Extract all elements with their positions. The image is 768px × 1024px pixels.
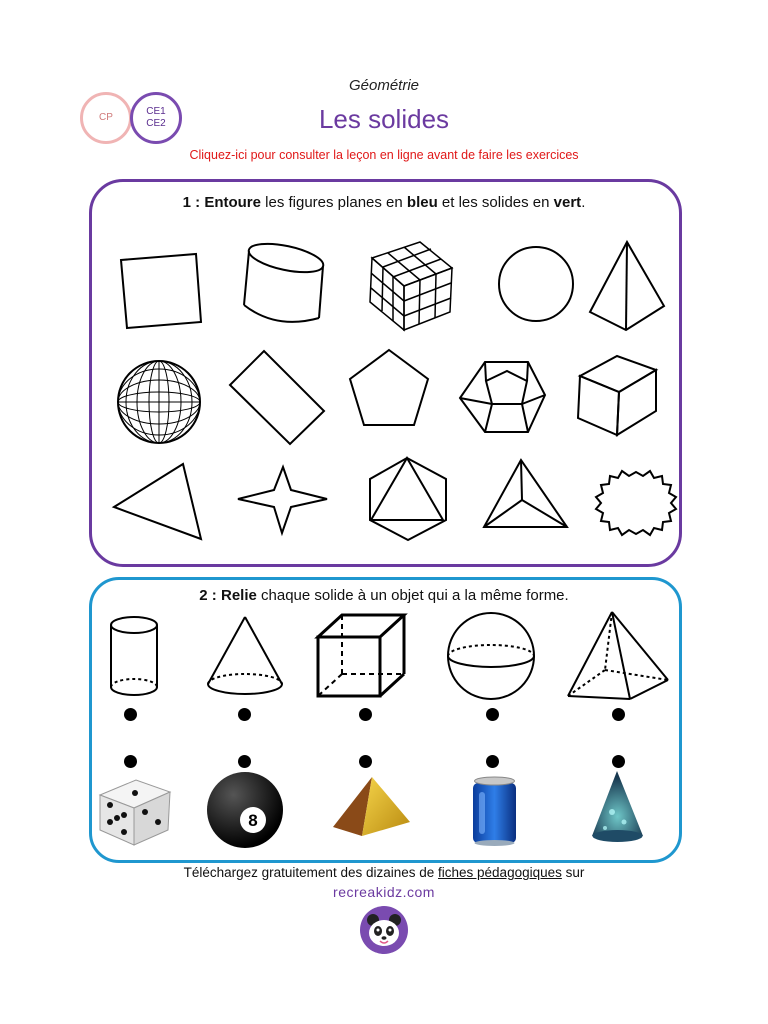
party-hat-object[interactable] [592,771,643,842]
exercise2-text: chaque solide à un objet qui a la même forme. [256,587,569,604]
panda-logo-icon [359,905,409,955]
exercise1-color-blue: bleu [406,194,438,211]
footer-text-before: Téléchargez gratuitement des dizaines de [183,865,439,880]
footer-link[interactable]: fiches pédagogiques [438,865,562,880]
subject-label: Géométrie [348,77,420,94]
soda-can-object[interactable] [473,777,516,846]
ball-number: 8 [248,811,258,830]
footer-text-after: sur [561,865,585,880]
exercise1-text-a: les figures planes en [260,194,407,211]
exercise1-text-b: et les solides en [437,194,554,211]
dice-object[interactable] [100,780,170,845]
page-title: Les solides [318,104,450,134]
exercise1-color-green: vert [553,194,582,211]
exercise2-number: 2 : [199,587,221,604]
footer-text [0,865,768,880]
gold-pyramid-object[interactable] [333,777,410,836]
billiard-ball-object[interactable] [207,772,283,848]
lesson-link[interactable]: Cliquez-ici pour consulter la leçon en ligne avant de faire les exercices [189,148,579,162]
exercise1-number: 1 : [182,194,205,211]
exercise2-verb: Relie [220,587,257,604]
badge-cp-label: CP [99,112,113,123]
badge-ce2-label: CE2 [146,118,166,129]
exercise1-text-c: . [581,194,586,211]
site-link[interactable]: recreakidz.com [333,884,435,900]
badge-ce1-label: CE1 [146,106,166,117]
exercise1-verb: Entoure [204,194,261,211]
